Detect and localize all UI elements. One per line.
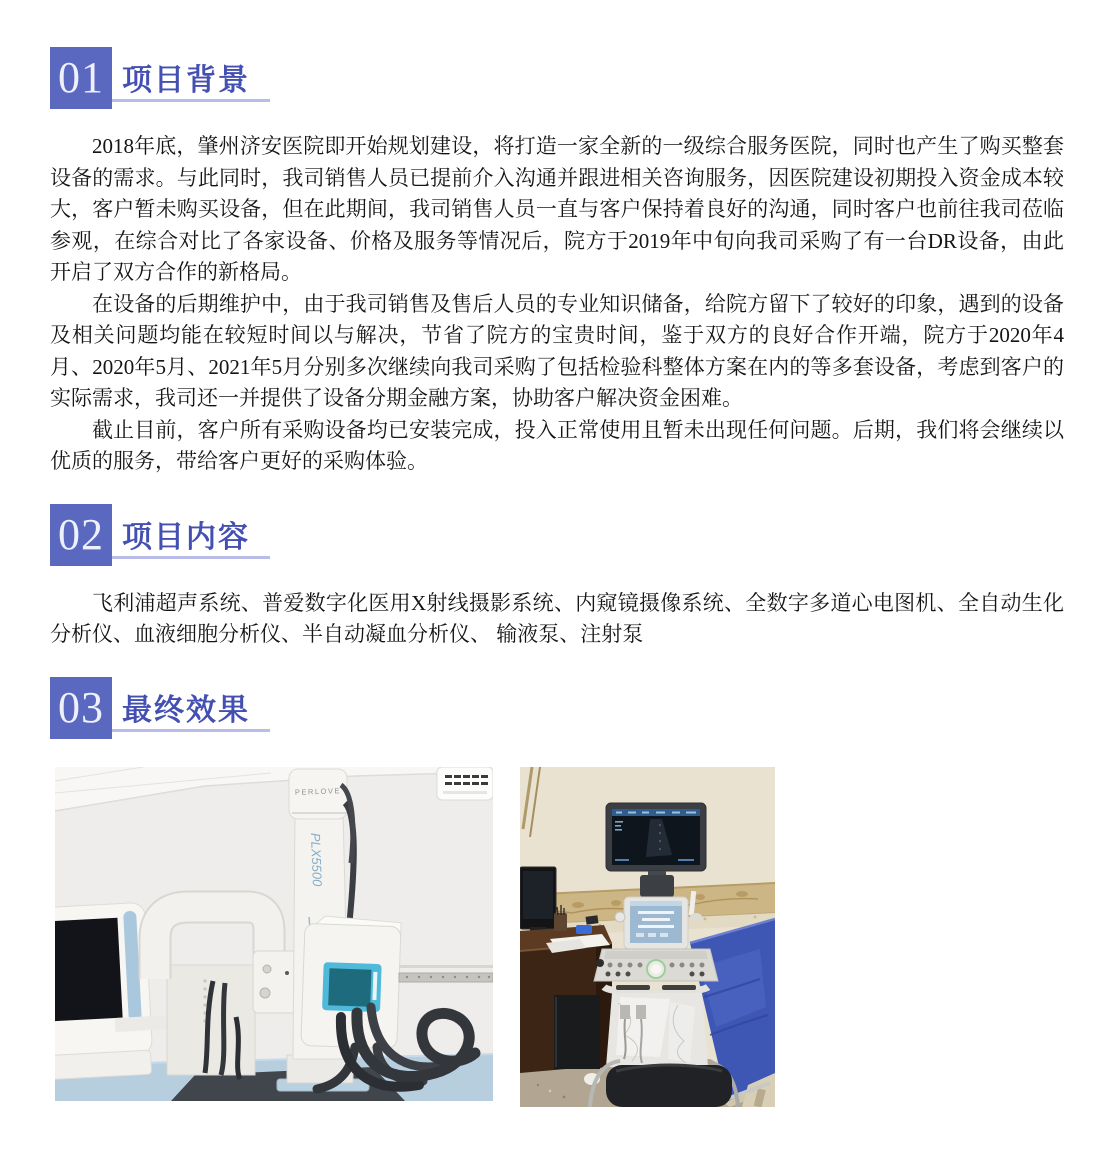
black-cabinet [554,995,600,1069]
pedestal-cabinet [167,965,255,1079]
section-3-number: 03 [58,682,104,732]
paragraph-background-3: 截止目前，客户所有采购设备均已安装完成，投入正常使用且暂未出现任何问题。后期，我们将会继续以优质的服务，带给客户更好的采购体验。 [50,417,1064,473]
photo-dr-xray-system [55,767,493,1101]
section-2-number-badge [50,504,112,566]
paragraph-background-2: 在设备的后期维护中，由于我司销售及售后人员的专业知识储备，给院方留下了较好的印象，遇到的设备及相关问题均能在较短时间以与解决，节省了院方的宝贵时间，鉴于双方的良好合作开端，院方于2020年4月、2020年5月、2021年5月分别多次继续向我司采购了包括检验科整体方案在内的等多套设备，考虑到客户的实际需求，我司还一并提供了设备分期金融方案，协助客户解决资金困难。 [50,291,1064,410]
section-1-header [50,47,1064,109]
desk-monitor [520,867,556,931]
result-photos [55,767,1064,1107]
ultrasound-monitor [606,803,706,871]
cart-body-plastic-wrap [606,993,708,1067]
control-console [301,915,401,1048]
cart-control-panel [594,949,718,981]
side-rail [399,965,493,982]
air-conditioner [437,767,493,800]
photo-ultrasound-illustration [520,767,775,1107]
section-1-number: 01 [58,53,104,102]
section-3-number-badge [50,677,112,739]
section-1-number-badge [50,47,112,109]
section-project-content [50,504,1064,651]
pen-holder [554,913,567,931]
section-3-header [50,677,1064,739]
section-2-title: 项目内容 [122,520,250,554]
section-1-title: 项目背景 [122,64,250,97]
perlove-brand-text: PERLOVE [294,785,342,797]
paragraph-background-1: 2018年底，肇州济安医院即开始规划建设，将打造一家全新的一级综合服务医院，同时也产生了购买整套设备的需求。与此同时，我司销售人员已提前介入沟通并跟进相关咨询服务，因医院建设初期投入资金成本较大，客户暂未购买设备，但在此期间，我司销售人员一直与客户保持着良好的沟通，同时客户也前往我司莅临参观，在综合对比了各家设备、价格及服务等情况后，院方于2019年中旬向我司采购了有一台DR设备，由此开启了双方合作的新格局。 [50,134,1064,284]
section-2-header [50,504,1064,566]
section-final-result [50,677,1064,1107]
photo-ultrasound-system [520,767,775,1107]
section-3-title: 最终效果 [122,693,250,727]
section-project-background [50,47,1064,478]
section-2-number: 02 [58,509,104,559]
photo-dr-xray-illustration [55,767,493,1101]
paragraph-content-equipment-list: 飞利浦超声系统、普爱数字化医用X射线摄影系统、内窥镜摄像系统、全数字多道心电图机、全自动生化分析仪、血液细胞分析仪、半自动凝血分析仪、 输液泵、注射泵 [50,590,1064,646]
blue-device [576,925,592,934]
plx-model-text: PLX5500 [308,832,325,887]
cart-touchscreen [624,897,688,949]
